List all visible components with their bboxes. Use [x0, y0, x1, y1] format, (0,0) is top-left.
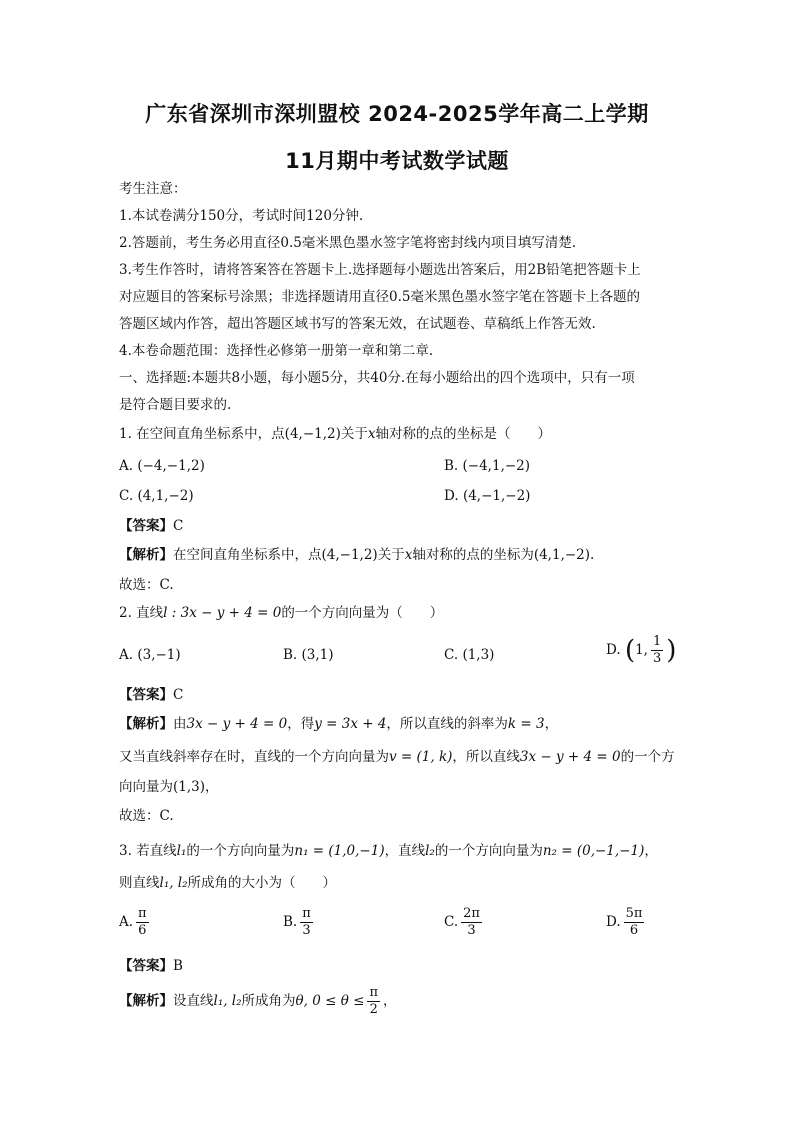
q1-option-d: D. (4,−1,−2): [444, 488, 531, 504]
q2-option-d: D. (1, $\frac{1}{3}$ ): [606, 634, 677, 666]
q1-option-c: C. (4,1,−2): [119, 488, 194, 504]
q3-option-c: C. $\frac{2\pi}{3}$: [444, 906, 480, 938]
page-title-line1: 广东省深圳市深圳盟校 2024-2025学年高二上学期: [145, 102, 649, 126]
q1-conclusion: 故选：C.: [119, 577, 174, 593]
q3-stem-line2: 则直线l₁, l₂所成角的大小为（ ）: [119, 875, 337, 891]
q2-stem: 2. 直线l : 3x − y + 4 = 0的一个方向向量为（ ）: [119, 605, 444, 621]
q2-analysis-line1: 【解析】由3x − y + 4 = 0，得y = 3x + 4，所以直线的斜率为k = 3，: [119, 716, 559, 732]
q1-analysis: 【解析】在空间直角坐标系中，点(4,−1,2)关于x轴对称的点的坐标为(4,1,−2).: [119, 547, 595, 563]
q2-option-c: C. (1,3): [444, 647, 495, 663]
section-heading-line1: 一、选择题:本题共8小题，每小题5分，共40分.在每小题给出的四个选项中，只有一项: [119, 370, 635, 386]
notice-item-1: 1.本试卷满分150分，考试时间120分钟.: [119, 208, 364, 224]
q3-answer: 【答案】B: [119, 958, 183, 974]
q2-option-a: A. (3,−1): [119, 647, 181, 663]
q3-option-a: A. $\frac{\pi}{6}$: [119, 906, 147, 938]
q2-analysis-line2: 又当直线斜率存在时，直线的一个方向向量为v = (1, k)，所以直线3x − y + 4 = 0的一个方: [119, 749, 675, 765]
q1-stem: 1. 在空间直角坐标系中，点(4,−1,2)关于x轴对称的点的坐标是（ ）: [119, 426, 551, 442]
q1-option-a: A. (−4,−1,2): [119, 458, 205, 474]
q3-stem-line1: 3. 若直线l₁的一个方向向量为n₁ = (1,0,−1)，直线l₂的一个方向向量为n₂ = (0,−1,−1)，: [119, 843, 658, 859]
q1-option-b: B. (−4,1,−2): [444, 458, 531, 474]
notice-item-3-line3: 答题区域内作答，超出答题区域书写的答案无效，在试题卷、草稿纸上作答无效.: [119, 316, 596, 332]
notice-item-3-line1: 3.考生作答时，请将答案答在答题卡上.选择题每小题选出答案后，用2B铅笔把答题卡上: [119, 262, 641, 278]
q3-option-b: B. $\frac{\pi}{3}$: [283, 906, 311, 938]
notice-item-2: 2.答题前，考生务必用直径0.5毫米黑色墨水签字笔将密封线内项目填写清楚.: [119, 235, 577, 251]
q2-answer: 【答案】C: [119, 687, 184, 703]
page-title-line2: 11月期中考试数学试题: [285, 149, 509, 173]
q2-analysis-line3: 向向量为(1,3)，: [119, 779, 219, 795]
q3-analysis: 【解析】设直线l₁, l₂所成角为θ, 0 ≤ θ ≤ $\frac{\pi}{2}$ ，: [119, 985, 397, 1017]
section-heading-line2: 是符合题目要求的.: [119, 397, 232, 413]
notice-heading: 考生注意：: [119, 181, 187, 197]
notice-item-4: 4.本卷命题范围：选择性必修第一册第一章和第二章.: [119, 343, 434, 359]
q2-conclusion: 故选：C.: [119, 808, 174, 824]
q2-option-b: B. (3,1): [283, 647, 334, 663]
notice-item-3-line2: 对应题目的答案标号涂黑；非选择题请用直径0.5毫米黑色墨水签字笔在答题卡上各题的: [119, 289, 640, 305]
q1-answer: 【答案】C: [119, 518, 184, 534]
q3-option-d: D. $\frac{5\pi}{6}$: [606, 906, 643, 938]
